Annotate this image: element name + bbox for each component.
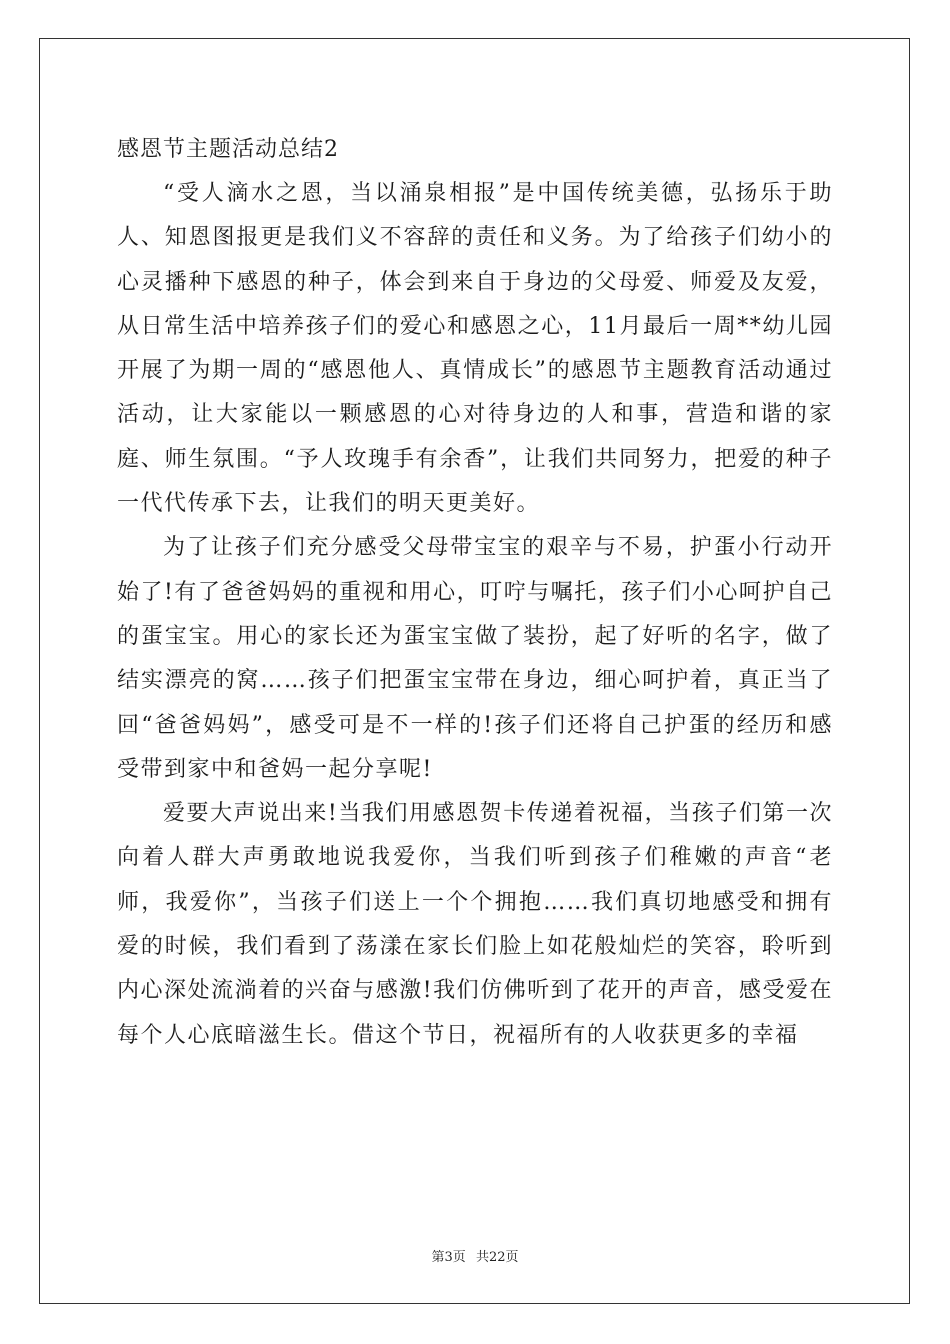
- page-footer: [0, 1246, 950, 1265]
- paragraph-3: 爱要大声说出来!当我们用感恩贺卡传递着祝福，当孩子们第一次向着人群大声勇敢地说我爱你，当我们听到孩子们稚嫩的声音“老师，我爱你”，当孩子们送上一个个拥抱……我们真切地感受和拥有爱的时候，我们看到了荡漾在家长们脸上如花般灿烂的笑容，聆听到内心深处流淌着的兴奋与感激!我们仿佛听到了花开的声音，感受爱在每个人心底暗滋生长。借这个节日，祝福所有的人收获更多的幸福: [117, 801, 833, 1048]
- document-body: [117, 128, 833, 1058]
- paragraph-1: “受人滴水之恩，当以涌泉相报”是中国传统美德，弘扬乐于助人、知恩图报更是我们义不容辞的责任和义务。为了给孩子们幼小的心灵播种下感恩的种子，体会到来自于身边的父母爱、师爱及友爱，从日常生活中培养孩子们的爱心和感恩之心，11月最后一周**幼儿园开展了为期一周的“感恩他人、真情成长”的感恩节主题教育活动通过活动，让大家能以一颗感恩的心对待身边的人和事，营造和谐的家庭、师生氛围。“予人玫瑰手有余香”，让我们共同努力，把爱的种子一代代传承下去，让我们的明天更美好。: [117, 181, 833, 517]
- page-total: 共22页: [475, 1250, 519, 1265]
- document-title: 感恩节主题活动总结2: [117, 137, 339, 162]
- page-number: 第3页: [431, 1250, 466, 1265]
- paragraph-2: 为了让孩子们充分感受父母带宝宝的艰辛与不易，护蛋小行动开始了!有了爸爸妈妈的重视和用心，叮咛与嘱托，孩子们小心呵护自己的蛋宝宝。用心的家长还为蛋宝宝做了装扮，起了好听的名字，做了结实漂亮的窝……孩子们把蛋宝宝带在身边，细心呵护着，真正当了回“爸爸妈妈”，感受可是不一样的!孩子们还将自己护蛋的经历和感受带到家中和爸妈一起分享呢!: [117, 535, 833, 782]
